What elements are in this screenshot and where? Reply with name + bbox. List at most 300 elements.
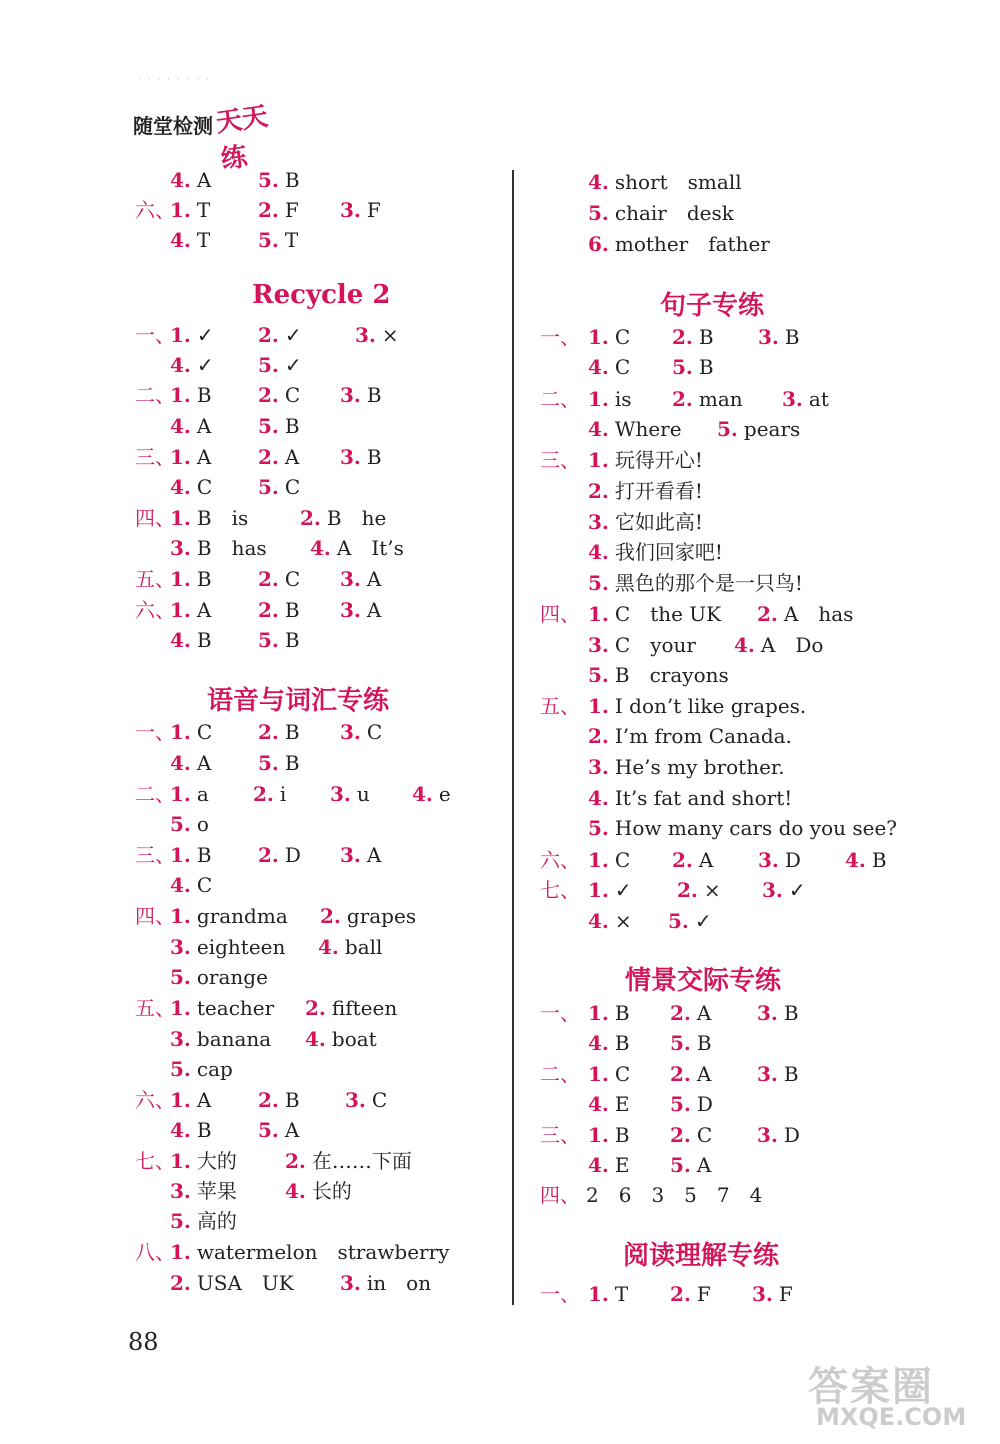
item-answer: u xyxy=(356,782,370,806)
answer-item xyxy=(258,1085,300,1115)
item-answer: C xyxy=(371,1088,388,1112)
item-answer: C xyxy=(614,1062,631,1086)
answer-item xyxy=(170,932,285,962)
answer-item xyxy=(588,813,897,843)
question-group-marker: 一、 xyxy=(540,1001,580,1025)
item-number: 4. xyxy=(170,475,191,499)
answer-item xyxy=(752,1279,793,1309)
answer-item xyxy=(305,993,397,1023)
item-answer: T xyxy=(284,228,299,252)
section-title: Recycle 2 xyxy=(252,280,391,310)
item-number: 5. xyxy=(170,812,191,836)
item-number: 1. xyxy=(170,843,191,867)
item-answer: i xyxy=(279,782,287,806)
item-number: 3. xyxy=(758,848,779,872)
item-answer: × xyxy=(381,323,399,347)
section-title: 阅读理解专练 xyxy=(623,1241,780,1271)
answer-item xyxy=(170,165,211,195)
item-number: 3. xyxy=(345,1088,366,1112)
item-answer: A has xyxy=(783,602,854,626)
item-number: 4. xyxy=(845,848,866,872)
item-answer: man xyxy=(698,387,743,411)
item-answer: B xyxy=(366,445,382,469)
answer-item xyxy=(258,748,300,778)
item-number: 3. xyxy=(170,935,191,959)
item-answer: D xyxy=(284,843,301,867)
item-number: 3. xyxy=(757,1001,778,1025)
answer-item xyxy=(670,1120,712,1150)
item-number: 5. xyxy=(668,909,689,933)
item-number: 6. xyxy=(588,232,609,256)
item-answer: × xyxy=(614,909,632,933)
item-number: 5. xyxy=(670,1092,691,1116)
answer-item xyxy=(588,691,806,721)
item-number: 2. xyxy=(672,325,693,349)
item-number: 5. xyxy=(258,353,279,377)
item-answer: B xyxy=(196,843,212,867)
item-number: 3. xyxy=(588,755,609,779)
answer-item xyxy=(588,1120,630,1150)
item-number: 2. xyxy=(670,1001,691,1025)
item-answer: cap xyxy=(196,1057,233,1081)
item-number: 2. xyxy=(258,445,279,469)
item-answer: chair desk xyxy=(614,201,734,225)
answer-item xyxy=(668,906,712,936)
answer-item xyxy=(757,998,799,1028)
item-answer: B crayons xyxy=(614,663,729,687)
item-answer: C your xyxy=(614,633,696,657)
item-number: 3. xyxy=(340,720,361,744)
answer-item xyxy=(258,564,300,594)
item-answer: A xyxy=(698,848,714,872)
answer-item xyxy=(670,998,711,1028)
item-answer: D xyxy=(783,1123,800,1147)
item-answer: He’s my brother. xyxy=(614,755,785,779)
item-answer: E xyxy=(614,1092,630,1116)
item-number: 5. xyxy=(258,414,279,438)
answer-item xyxy=(588,1150,630,1180)
watermark-logo: 答案圈 xyxy=(808,1364,934,1410)
question-group-marker: 一、 xyxy=(135,720,175,744)
answer-item xyxy=(672,845,713,875)
item-number: 4. xyxy=(285,1179,306,1203)
item-number: 1. xyxy=(588,1001,609,1025)
item-answer: A xyxy=(196,414,212,438)
answer-item xyxy=(588,660,729,690)
item-answer: C xyxy=(614,355,631,379)
item-number: 2. xyxy=(258,198,279,222)
item-number: 1. xyxy=(588,602,609,626)
item-answer: B xyxy=(614,1031,630,1055)
item-number: 5. xyxy=(258,168,279,192)
item-number: 1. xyxy=(588,1062,609,1086)
item-answer: T xyxy=(614,1282,629,1306)
question-group-marker: 六、 xyxy=(135,198,175,222)
item-number: 1. xyxy=(588,325,609,349)
item-answer: 高的 xyxy=(196,1209,237,1233)
answer-item xyxy=(588,845,630,875)
item-number: 3. xyxy=(340,383,361,407)
answer-item xyxy=(253,779,286,809)
item-answer: B xyxy=(871,848,887,872)
answer-item xyxy=(170,1237,449,1267)
item-number: 2. xyxy=(305,996,326,1020)
item-number: 2. xyxy=(320,904,341,928)
item-answer: is xyxy=(614,387,632,411)
item-number: 3. xyxy=(170,1027,191,1051)
item-answer: B xyxy=(284,598,300,622)
question-group-marker: 一、 xyxy=(540,325,580,349)
item-number: 4. xyxy=(170,228,191,252)
item-answer: B xyxy=(284,751,300,775)
item-number: 3. xyxy=(340,567,361,591)
item-number: 1. xyxy=(170,198,191,222)
decorative-dots: · · · · · · · · xyxy=(138,75,211,85)
question-group-marker: 六、 xyxy=(540,848,580,872)
item-answer: ball xyxy=(344,935,383,959)
item-answer: F xyxy=(284,198,299,222)
item-answer: 长的 xyxy=(311,1179,352,1203)
item-answer: boat xyxy=(331,1027,377,1051)
question-group-marker: 七、 xyxy=(540,878,580,902)
item-answer: D xyxy=(784,848,801,872)
question-group-marker: 八、 xyxy=(135,1240,175,1264)
answer-item xyxy=(170,320,214,350)
item-answer: B xyxy=(284,414,300,438)
item-answer: C xyxy=(284,567,301,591)
answer-item xyxy=(717,414,800,444)
item-number: 3. xyxy=(170,1179,191,1203)
answer-item xyxy=(588,476,703,506)
answer-item xyxy=(670,1279,711,1309)
item-number: 5. xyxy=(258,751,279,775)
answer-item xyxy=(340,840,381,870)
item-answer: banana xyxy=(196,1027,272,1051)
item-number: 2. xyxy=(588,724,609,748)
question-group-marker: 五、 xyxy=(540,694,580,718)
answer-item xyxy=(757,1120,800,1150)
item-answer: B xyxy=(614,1001,630,1025)
item-answer: B xyxy=(284,628,300,652)
answer-item xyxy=(170,779,209,809)
answer-item xyxy=(320,901,416,931)
answer-item xyxy=(757,1059,799,1089)
item-answer: B xyxy=(196,1118,212,1142)
item-number: 4. xyxy=(170,628,191,652)
answer-item xyxy=(588,1089,630,1119)
answer-item xyxy=(330,779,370,809)
answer-item xyxy=(258,1115,299,1145)
item-answer: 它如此高! xyxy=(614,510,703,534)
item-answer: A xyxy=(196,1088,212,1112)
answer-item xyxy=(310,533,404,563)
item-answer: B xyxy=(196,383,212,407)
item-number: 3. xyxy=(757,1123,778,1147)
item-number: 3. xyxy=(588,510,609,534)
item-answer: E xyxy=(614,1153,630,1177)
answer-item xyxy=(258,442,299,472)
item-answer: A Do xyxy=(760,633,824,657)
answer-item xyxy=(170,901,288,931)
answer-item xyxy=(670,1059,711,1089)
item-number: 5. xyxy=(588,201,609,225)
item-number: 5. xyxy=(170,965,191,989)
item-answer: × xyxy=(703,878,721,902)
answer-item xyxy=(340,717,382,747)
item-number: 2. xyxy=(588,479,609,503)
item-answer: B xyxy=(196,567,212,591)
answer-item xyxy=(782,384,829,414)
question-group-marker: 四、 xyxy=(540,1183,580,1207)
answer-item xyxy=(670,1150,711,1180)
answer-item xyxy=(580,1180,762,1210)
answer-item xyxy=(588,875,632,905)
item-number: 1. xyxy=(170,1088,191,1112)
item-number: 2. xyxy=(258,383,279,407)
item-number: 5. xyxy=(670,1153,691,1177)
item-answer: 苹果 xyxy=(196,1179,237,1203)
item-answer: 大的 xyxy=(196,1149,237,1173)
item-number: 4. xyxy=(588,1153,609,1177)
item-number: 2. xyxy=(258,323,279,347)
answer-item xyxy=(285,1176,352,1206)
answer-item xyxy=(318,932,382,962)
item-number: 4. xyxy=(588,355,609,379)
item-number: 1. xyxy=(170,323,191,347)
question-group-marker: 三、 xyxy=(540,1123,580,1147)
item-number: 4. xyxy=(305,1027,326,1051)
item-number: 4. xyxy=(170,414,191,438)
item-answer: It’s fat and short! xyxy=(614,786,793,810)
answer-item xyxy=(340,1268,431,1298)
item-answer: C xyxy=(196,475,213,499)
item-answer: B xyxy=(614,1123,630,1147)
item-number: 4. xyxy=(170,353,191,377)
item-number: 5. xyxy=(258,228,279,252)
answer-item xyxy=(588,998,630,1028)
item-number: 2. xyxy=(677,878,698,902)
answer-item xyxy=(170,442,211,472)
question-group-marker: 七、 xyxy=(135,1149,175,1173)
item-number: 4. xyxy=(588,909,609,933)
item-answer: 玩得开心! xyxy=(614,448,703,472)
answer-item xyxy=(672,322,714,352)
item-number: 2. xyxy=(258,1088,279,1112)
answer-item xyxy=(588,414,682,444)
item-number: 2. xyxy=(300,506,321,530)
item-answer: ✓ xyxy=(788,878,806,902)
item-answer: I’m from Canada. xyxy=(614,724,792,748)
item-number: 1. xyxy=(170,720,191,744)
item-number: 2. xyxy=(258,567,279,591)
answer-item xyxy=(340,595,381,625)
item-answer: ✓ xyxy=(614,878,632,902)
answer-item xyxy=(588,630,696,660)
item-answer: A xyxy=(196,751,212,775)
item-answer: 黑色的那个是一只鸟! xyxy=(614,571,803,595)
item-answer: ✓ xyxy=(694,909,712,933)
answer-item xyxy=(300,503,386,533)
item-answer: C xyxy=(614,325,631,349)
item-answer: teacher xyxy=(196,996,275,1020)
answer-item xyxy=(588,445,703,475)
item-answer: C xyxy=(696,1123,713,1147)
answer-item xyxy=(170,1146,237,1176)
item-number: 3. xyxy=(340,598,361,622)
answer-item xyxy=(588,906,632,936)
answer-item xyxy=(170,1206,237,1236)
section-title: 语音与词汇专练 xyxy=(207,686,390,716)
question-group-marker: 二、 xyxy=(540,1062,580,1086)
item-answer: A It’s xyxy=(336,536,404,560)
item-answer: B xyxy=(698,325,714,349)
item-number: 5. xyxy=(670,1031,691,1055)
item-number: 1. xyxy=(588,1123,609,1147)
item-answer: A xyxy=(196,598,212,622)
item-answer: 我们回家吧! xyxy=(614,540,723,564)
answer-item xyxy=(588,752,785,782)
answer-item xyxy=(758,845,801,875)
answer-item xyxy=(170,1176,237,1206)
item-answer: B has xyxy=(196,536,267,560)
item-answer: T xyxy=(196,198,211,222)
item-answer: B xyxy=(284,1088,300,1112)
item-answer: orange xyxy=(196,965,268,989)
question-group-marker: 二、 xyxy=(135,782,175,806)
answer-item xyxy=(258,165,300,195)
item-number: 5. xyxy=(717,417,738,441)
answer-item xyxy=(170,1024,271,1054)
question-group-marker: 六、 xyxy=(135,1088,175,1112)
item-answer: A xyxy=(284,445,300,469)
item-answer: A xyxy=(366,598,382,622)
item-answer: pears xyxy=(743,417,801,441)
answer-item xyxy=(588,352,630,382)
item-answer: B is xyxy=(196,506,249,530)
answer-item xyxy=(672,384,743,414)
item-number: 1. xyxy=(170,782,191,806)
item-answer: grapes xyxy=(346,904,417,928)
answer-item xyxy=(170,564,212,594)
item-number: 4. xyxy=(588,540,609,564)
item-answer: e xyxy=(438,782,451,806)
item-number: 4. xyxy=(318,935,339,959)
item-number: 1. xyxy=(170,904,191,928)
item-number: 1. xyxy=(588,387,609,411)
item-number: 4. xyxy=(310,536,331,560)
answer-item xyxy=(258,380,300,410)
answer-item xyxy=(170,225,210,255)
answer-item xyxy=(340,380,382,410)
item-answer: C the UK xyxy=(614,602,722,626)
item-answer: at xyxy=(808,387,829,411)
item-answer: B xyxy=(783,1001,799,1025)
page-number: 88 xyxy=(128,1328,159,1356)
column-divider xyxy=(512,170,514,1305)
answer-item xyxy=(258,472,300,502)
item-number: 5. xyxy=(170,1057,191,1081)
answer-item xyxy=(670,1089,713,1119)
answer-item xyxy=(170,962,268,992)
answer-item xyxy=(677,875,721,905)
item-answer: ✓ xyxy=(196,323,214,347)
brand-text-accent: 天天练 xyxy=(214,101,270,176)
answer-item xyxy=(170,472,212,502)
question-group-marker: 一、 xyxy=(135,323,175,347)
item-answer: A xyxy=(284,1118,300,1142)
answer-item xyxy=(588,721,792,751)
item-answer: How many cars do you see? xyxy=(614,816,898,840)
answer-item xyxy=(588,783,792,813)
answer-item xyxy=(258,195,299,225)
item-answer: 在……下面 xyxy=(311,1149,412,1173)
item-number: 3. xyxy=(752,1282,773,1306)
answer-item xyxy=(170,870,212,900)
item-number: 2. xyxy=(672,848,693,872)
item-number: 5. xyxy=(258,475,279,499)
answer-item xyxy=(588,384,632,414)
answer-item xyxy=(588,1279,628,1309)
answer-item xyxy=(170,717,212,747)
item-answer: B xyxy=(696,1031,712,1055)
answer-item xyxy=(355,320,399,350)
item-number: 3. xyxy=(757,1062,778,1086)
item-number: 2. xyxy=(672,387,693,411)
item-answer: ✓ xyxy=(284,323,302,347)
item-answer: watermelon strawberry xyxy=(196,1240,450,1264)
question-group-marker: 四、 xyxy=(135,904,175,928)
item-answer: C xyxy=(284,383,301,407)
item-answer: T xyxy=(196,228,211,252)
answer-item xyxy=(258,840,301,870)
item-number: 2. xyxy=(258,843,279,867)
answer-item xyxy=(258,717,300,747)
item-number: 2. xyxy=(670,1123,691,1147)
item-number: 2. xyxy=(170,1271,191,1295)
item-answer: B he xyxy=(326,506,387,530)
answer-item xyxy=(412,779,451,809)
answer-item xyxy=(588,1028,630,1058)
question-group-marker: 一、 xyxy=(540,1282,580,1306)
item-answer: B xyxy=(284,168,300,192)
item-answer: fifteen xyxy=(331,996,398,1020)
answer-item xyxy=(170,840,212,870)
answer-item xyxy=(588,198,734,228)
item-answer: ✓ xyxy=(196,353,214,377)
item-number: 3. xyxy=(340,843,361,867)
answer-item xyxy=(340,564,381,594)
answer-item xyxy=(258,350,302,380)
item-number: 4. xyxy=(734,633,755,657)
watermark xyxy=(808,1355,993,1435)
item-answer: A xyxy=(196,168,212,192)
item-number: 4. xyxy=(588,417,609,441)
answer-item xyxy=(170,1054,233,1084)
item-number: 5. xyxy=(258,628,279,652)
item-number: 5. xyxy=(170,1209,191,1233)
answer-item xyxy=(170,1115,212,1145)
item-number: 2. xyxy=(285,1149,306,1173)
item-answer: B xyxy=(783,1062,799,1086)
answer-item xyxy=(588,1059,630,1089)
item-number: 5. xyxy=(588,816,609,840)
item-number: 1. xyxy=(170,506,191,530)
answer-item xyxy=(285,1146,412,1176)
item-number: 5. xyxy=(258,1118,279,1142)
answer-item xyxy=(588,229,770,259)
item-answer: 打开看看! xyxy=(614,479,703,503)
item-answer: o xyxy=(196,812,209,836)
